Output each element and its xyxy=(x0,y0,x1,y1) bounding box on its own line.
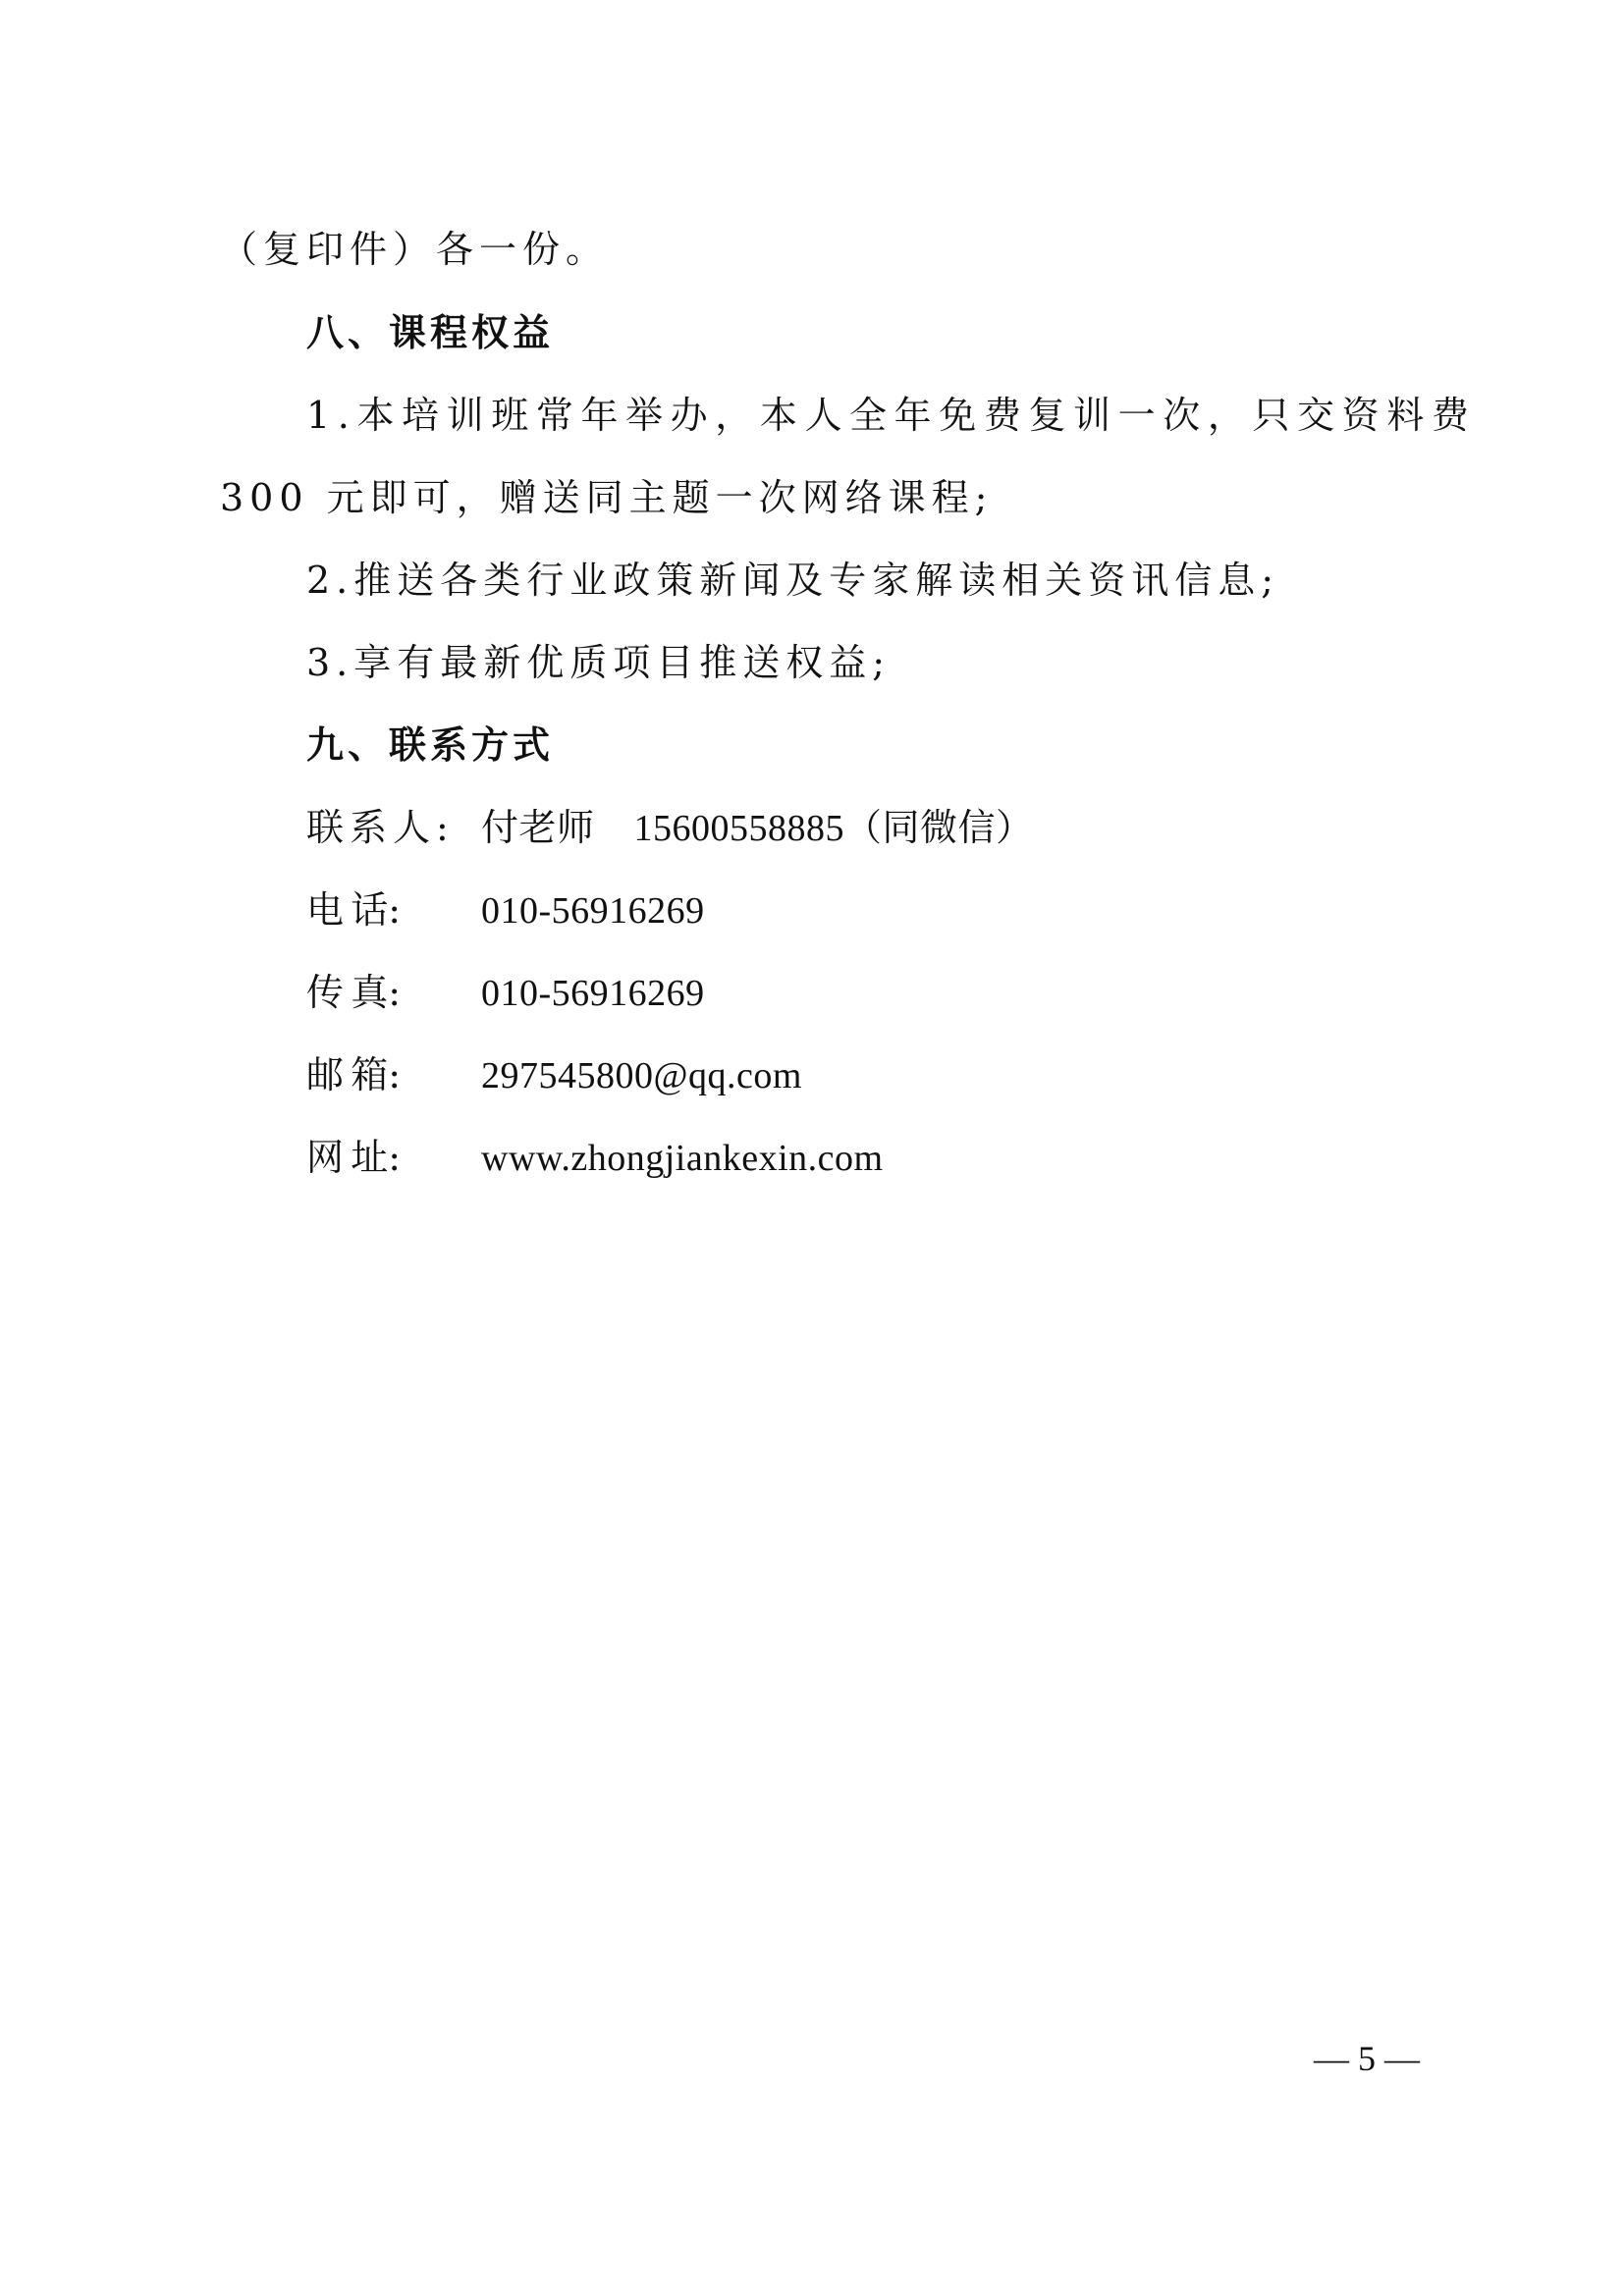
phone-value: 010-56916269 xyxy=(481,890,705,932)
phone-label-char-2: 话: xyxy=(351,888,401,932)
fax-label-char-2: 真: xyxy=(351,971,401,1014)
contact-person-row xyxy=(306,804,1034,851)
website-label-char-2: 址: xyxy=(351,1136,401,1179)
phone-label xyxy=(306,886,481,934)
email-label-char-1: 邮 xyxy=(306,1053,345,1096)
email-label xyxy=(306,1051,481,1098)
section-8-heading: 八、课程权益 xyxy=(306,311,555,354)
email-label-char-2: 箱: xyxy=(351,1053,401,1096)
contact-person-label: 联系人: xyxy=(306,806,455,849)
continuation-text: （复印件）各一份。 xyxy=(220,228,610,271)
fax-label-char-1: 传 xyxy=(306,971,345,1014)
benefit-1-line-1: 1.本培训班常年举办，本人全年免费复训一次，只交资料费 xyxy=(306,394,1477,437)
website-row xyxy=(306,1134,884,1181)
benefit-2: 2.推送各类行业政策新闻及专家解读相关资讯信息; xyxy=(306,559,1280,602)
benefit-1-line-2: 300 元即可，赠送同主题一次网络课程; xyxy=(220,476,994,519)
phone-row xyxy=(306,886,705,934)
section-9-heading: 九、联系方式 xyxy=(306,723,555,767)
email-row xyxy=(306,1051,802,1098)
website-label xyxy=(306,1134,481,1181)
phone-label-char-1: 电 xyxy=(306,888,345,932)
benefit-3: 3.享有最新优质项目推送权益; xyxy=(306,641,892,684)
contact-person-value: 付老师 15600558885（同微信） xyxy=(481,808,1034,849)
website-value: www.zhongjiankexin.com xyxy=(481,1138,884,1179)
fax-label xyxy=(306,969,481,1016)
email-value: 297545800@qq.com xyxy=(481,1055,802,1096)
fax-row xyxy=(306,969,705,1016)
fax-value: 010-56916269 xyxy=(481,973,705,1014)
website-label-char-1: 网 xyxy=(306,1136,345,1179)
page-number: — 5 — xyxy=(1314,2039,1420,2078)
